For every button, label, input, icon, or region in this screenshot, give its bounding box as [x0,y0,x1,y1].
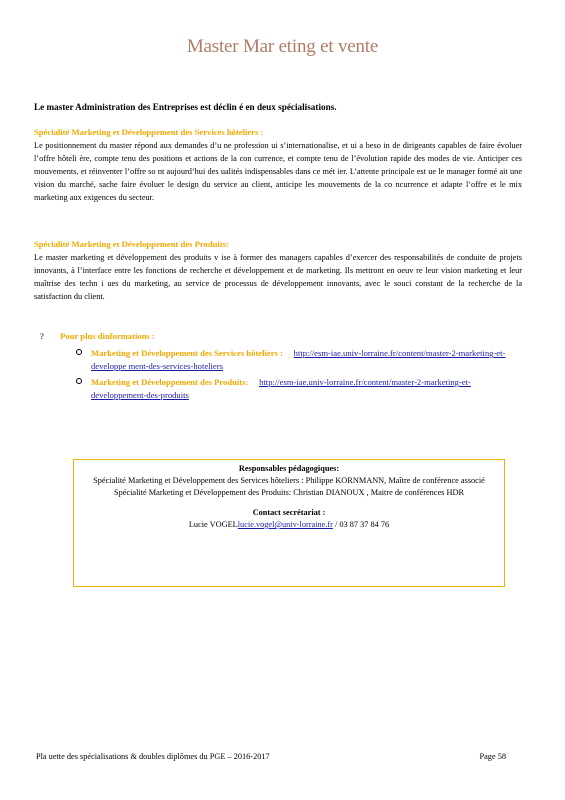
responsables-heading: Responsables pédagogiques: [238,464,340,473]
secretariat-name: Lucie VOGEL [188,520,238,529]
page-title: Master Mar eting et vente [186,36,379,57]
secretariat-email-link[interactable]: lucie.vogel@univ-lorraine.fr [237,520,333,529]
responsable-services: Spécialité Marketing et Développement des Services hôteliers : Philippe KORNMANN, Maître de conférence associé [93,476,485,485]
secretariat-line [82,519,496,531]
specialisation-services-hoteliers [34,126,522,204]
question-mark-icon: ? [40,331,44,341]
more-info-section [40,331,520,405]
link-label: Marketing et Développement des Produits: [91,377,249,387]
section-heading: Spécialité Marketing et Développement des Services hôteliers : [34,127,264,137]
responsable-produits: Spécialité Marketing et Développement des Produits: Christian DIANOUX , Maitre de conférences HDR [114,488,464,497]
intro-statement: Le master Administration des Entreprises est déclin é en deux spécialisations. [34,102,337,112]
list-item [40,347,520,372]
footer-document-title: Pla uette des spécialisations & doubles diplômes du PGE – 2016-2017 [36,752,270,761]
page-number: Page 58 [479,752,506,761]
list-item [40,376,520,401]
more-info-heading [40,331,520,341]
circle-bullet-icon [76,349,82,355]
link-label: Marketing et Développement des Services hôteliers : [91,348,283,358]
more-info-label: Pour plus dinformations : [60,331,155,341]
section-heading: Spécialité Marketing et Développement des Produits: [34,239,229,249]
link-produits[interactable]: http://esm-iae.univ-lorraine.fr/content/master-2-marketing-et-developpement-des-produits [91,377,471,400]
secretariat-heading: Contact secrétariat : [252,508,326,517]
section-body: Le master marketing et développement des produits v ise à former des managers capables d’exercer des responsabilités de conduite de projets innovants, à l’interface entre les fonctions de recherche et développement et de marketing. Ils mettront en oeuv re leur vision marketing et leur maîtrise des techn i ues du marketing, au service de processus de développement innovants, avec le souci constant de la recherche de la satisfaction du client. [34,253,522,301]
secretariat-phone: / 03 87 37 84 76 [335,520,390,529]
circle-bullet-icon [76,378,82,384]
specialisation-produits [34,238,522,303]
link-services-hoteliers[interactable]: http://esm-iae.univ-lorraine.fr/content/master-2-marketing-et-developpe ment-des-services-hoteliers [91,348,506,371]
contacts-box [73,459,505,587]
section-body: Le positionnement du master répond aux demandes d’u ne profession ui s’internationalise, et ui a beso in de dirigeants capables de faire évoluer l’offre hôteli ère, compte tenu des positions et actions de la con currence, et compte tenu de l’évolution rapide des modes de vie. Anticiper ces mouvements, et réinventer l’offre so nt aujourd’hui des ualités indispensables dans ce mét ier. L’attente principale est ue le manager formé ait une vision du marché, sache faire évoluer le design du service au client, anticipe les mouvements de la co ncurrence et adapte l’offre et le mix marketing aux exigences du secteur. [34,141,522,202]
